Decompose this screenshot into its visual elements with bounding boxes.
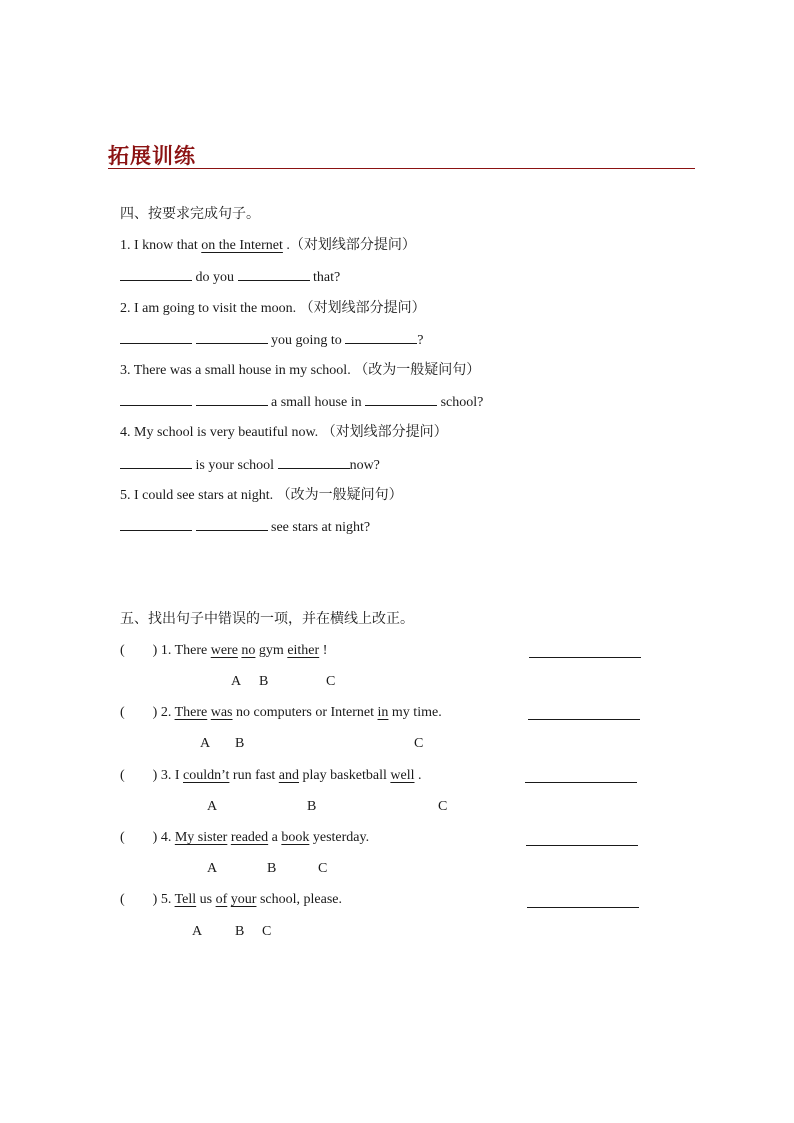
- s4-q2-instruction: （对划线部分提问）: [299, 300, 426, 316]
- s4-q1: [120, 235, 416, 256]
- answer-blank[interactable]: [196, 329, 268, 344]
- label-a: A: [207, 861, 218, 876]
- answer-blank[interactable]: [120, 516, 192, 531]
- s4-q2-ans-mid: you going to: [267, 333, 346, 348]
- label-c: C: [326, 674, 336, 689]
- s4-q1-ans-end: that?: [309, 270, 341, 285]
- option-c: well: [390, 768, 415, 783]
- s4-q1-instruction: （对划线部分提问）: [289, 237, 416, 253]
- s4-q4: [120, 422, 448, 443]
- s4-q4-text: 4. My school is very beautiful now.: [120, 425, 322, 440]
- option-c: in: [377, 705, 389, 720]
- option-c: your: [230, 892, 257, 907]
- option-c: either: [287, 643, 320, 658]
- s5-q3-mid1: run fast: [229, 768, 279, 783]
- s5-q4: [120, 828, 369, 848]
- s4-q4-answer: [120, 454, 380, 476]
- correction-blank[interactable]: [527, 907, 639, 908]
- s4-q3-ans-end: school?: [437, 395, 484, 410]
- option-a: couldn’t: [183, 768, 230, 783]
- s4-q1-post: .: [282, 238, 290, 253]
- s4-q2: [120, 298, 426, 319]
- label-b: B: [235, 736, 245, 751]
- s5-q5: [120, 890, 342, 910]
- section5-heading: 五、找出句子中错误的一项，并在横线上改正。: [120, 611, 414, 627]
- label-c: C: [414, 736, 424, 751]
- s5-q4-num: 4.: [157, 830, 175, 845]
- s5-q5-end: school, please.: [256, 892, 342, 907]
- label-c: C: [438, 799, 448, 814]
- answer-paren[interactable]: ( ): [120, 705, 158, 720]
- correction-blank[interactable]: [525, 782, 637, 783]
- option-b: was: [210, 705, 233, 720]
- option-a: My sister: [174, 830, 228, 845]
- option-a: Tell: [174, 892, 197, 907]
- s5-q5-mid1: us: [196, 892, 216, 907]
- answer-blank[interactable]: [345, 329, 417, 344]
- answer-blank[interactable]: [196, 516, 268, 531]
- s5-q3-end: .: [414, 768, 422, 783]
- s5-q5-num: 5.: [157, 892, 175, 907]
- option-a: There: [174, 705, 208, 720]
- answer-paren[interactable]: ( ): [120, 768, 158, 783]
- s5-q1: [120, 641, 327, 661]
- option-a: were: [210, 643, 238, 658]
- section-title: 拓展训练: [108, 144, 196, 168]
- s5-q4-end: yesterday.: [309, 830, 370, 845]
- title-divider: [108, 168, 695, 169]
- label-b: B: [259, 674, 269, 689]
- s4-q1-ans-mid: do you: [192, 270, 238, 285]
- answer-paren[interactable]: ( ): [120, 830, 158, 845]
- label-a: A: [207, 799, 218, 814]
- answer-blank[interactable]: [120, 454, 192, 469]
- correction-blank[interactable]: [528, 719, 640, 720]
- s4-q1-pre: 1. I know that: [120, 238, 202, 253]
- s5-q3: [120, 766, 422, 786]
- s5-q2-end: my time.: [388, 705, 442, 720]
- s4-q3-instruction: （改为一般疑问句）: [354, 362, 481, 378]
- s5-q2: [120, 703, 442, 723]
- s4-q3-ans-mid: a small house in: [267, 395, 366, 410]
- s4-q1-underlined: on the Internet: [201, 238, 283, 253]
- s5-q3-num: 3. I: [157, 768, 183, 783]
- s4-q4-instruction: （对划线部分提问）: [321, 424, 448, 440]
- s4-q5-answer: [120, 516, 370, 538]
- s4-q5: [120, 485, 403, 506]
- s4-q4-ans-mid: is your school: [192, 458, 278, 473]
- s4-q3: [120, 360, 480, 381]
- answer-blank[interactable]: [120, 329, 192, 344]
- option-b: readed: [230, 830, 269, 845]
- s4-q2-ans-end: ?: [417, 333, 424, 348]
- answer-paren[interactable]: ( ): [120, 892, 158, 907]
- s4-q4-ans-end: now?: [349, 458, 380, 473]
- option-b: and: [278, 768, 300, 783]
- s4-q1-answer: [120, 266, 340, 288]
- s5-q2-mid: no computers or Internet: [232, 705, 378, 720]
- correction-blank[interactable]: [529, 657, 641, 658]
- label-b: B: [235, 924, 245, 939]
- answer-blank[interactable]: [365, 391, 437, 406]
- label-b: B: [307, 799, 317, 814]
- s4-q2-answer: [120, 329, 424, 351]
- label-b: B: [267, 861, 277, 876]
- answer-blank[interactable]: [238, 266, 310, 281]
- s5-q3-mid2: play basketball: [299, 768, 391, 783]
- label-c: C: [318, 861, 328, 876]
- s4-q5-text: 5. I could see stars at night.: [120, 488, 277, 503]
- s4-q3-text: 3. There was a small house in my school.: [120, 363, 355, 378]
- s5-q4-mid: a: [268, 830, 282, 845]
- correction-blank[interactable]: [526, 845, 638, 846]
- option-c: book: [281, 830, 310, 845]
- section4-heading: 四、按要求完成句子。: [120, 206, 260, 222]
- label-c: C: [262, 924, 272, 939]
- label-a: A: [192, 924, 203, 939]
- answer-paren[interactable]: ( ): [120, 643, 158, 658]
- s5-q1-num: 1. There: [157, 643, 211, 658]
- s5-q1-end: !: [319, 643, 328, 658]
- s4-q2-text: 2. I am going to visit the moon.: [120, 301, 300, 316]
- answer-blank[interactable]: [120, 266, 192, 281]
- s4-q5-ans-end: see stars at night?: [267, 520, 371, 535]
- answer-blank[interactable]: [196, 391, 268, 406]
- answer-blank[interactable]: [120, 391, 192, 406]
- s4-q3-answer: [120, 391, 483, 413]
- s5-q1-mid: gym: [255, 643, 288, 658]
- s5-q2-num: 2.: [157, 705, 175, 720]
- option-b: no: [241, 643, 256, 658]
- label-a: A: [231, 674, 242, 689]
- s4-q5-instruction: （改为一般疑问句）: [276, 487, 403, 503]
- label-a: A: [200, 736, 211, 751]
- option-b: of: [215, 892, 228, 907]
- answer-blank[interactable]: [278, 454, 350, 469]
